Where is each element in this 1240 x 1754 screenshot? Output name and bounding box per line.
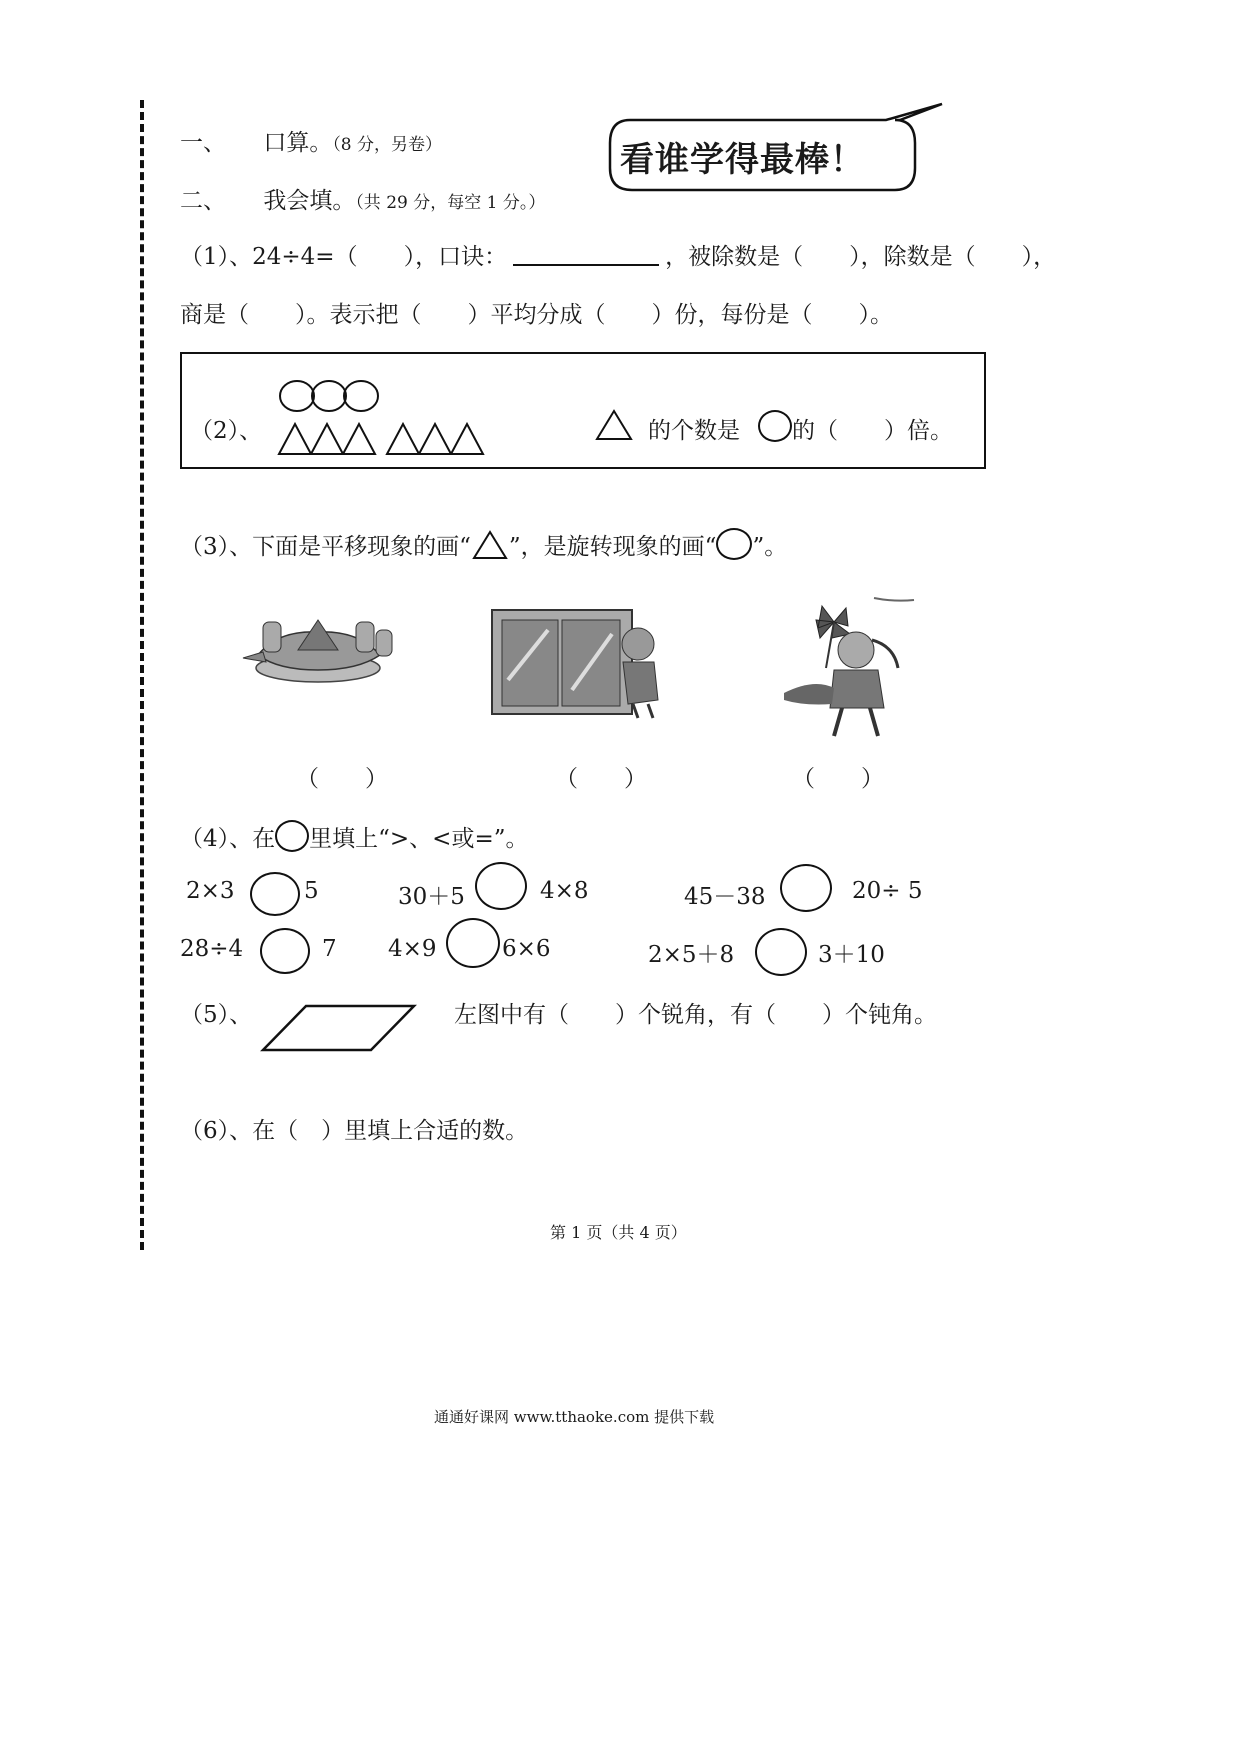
circle-icon — [758, 410, 792, 442]
circle-shape — [344, 381, 378, 411]
section1-note: （8 分，另卷） — [332, 135, 443, 155]
q1-text-a: （1）、24÷4=（ ），口诀： — [180, 244, 508, 270]
q2-circles — [280, 381, 378, 411]
compare-right: 4×8 — [540, 878, 589, 904]
q4-line — [180, 820, 528, 853]
q4-text-b: 里填上“>、<或=”。 — [309, 826, 529, 852]
compare-right: 3＋10 — [818, 942, 885, 968]
compare-circle[interactable] — [475, 862, 527, 910]
q3-text-a: （3）、下面是平移现象的画“ — [180, 534, 471, 560]
triangle-shape — [343, 424, 375, 454]
merry-go-round-picture — [238, 600, 403, 695]
compare-left: 45－38 — [684, 884, 766, 910]
compare-right: 20÷ 5 — [852, 878, 923, 904]
q5-label: （5）、 — [180, 1002, 253, 1028]
q1-line2: 商是（ ）。表示把（ ）平均分成（ ）份，每份是（ ）。 — [180, 302, 893, 328]
page-number: 第 1 页（共 4 页） — [550, 1223, 687, 1242]
q2-triangles — [279, 424, 483, 454]
compare-circle[interactable] — [755, 928, 807, 976]
compare-left: 4×9 — [388, 936, 437, 962]
compare-right: 5 — [304, 878, 319, 904]
compare-right: 7 — [322, 936, 337, 962]
pinwheel-girl-picture — [774, 588, 924, 743]
site-footer: 通通好课网 www.tthaoke.com 提供下载 — [434, 1408, 715, 1426]
q3-answer-2[interactable]: （ ） — [555, 766, 647, 792]
compare-circle[interactable] — [780, 864, 832, 912]
parallelogram-shape — [258, 1002, 420, 1054]
section1-num: 一、 — [180, 130, 226, 156]
section1-title: 口算。 — [263, 130, 333, 156]
binding-dashed-line — [140, 100, 144, 1250]
section1 — [180, 124, 442, 157]
q4-text-a: （4）、在 — [180, 826, 276, 852]
triangle-shape — [279, 424, 311, 454]
triangle-icon — [471, 530, 509, 558]
compare-left: 28÷4 — [180, 936, 244, 962]
compare-circle[interactable] — [446, 918, 500, 968]
q2-text-a: 的个数是 — [648, 418, 740, 444]
q1-line1 — [180, 238, 1056, 271]
compare-left: 2×5＋8 — [648, 942, 735, 968]
sliding-window-picture — [488, 600, 678, 720]
q1-text-b: ，被除数是（ ），除数是（ ）， — [665, 244, 1057, 270]
circle-shape — [312, 381, 346, 411]
q2-label: （2）、 — [190, 418, 263, 444]
compare-circle[interactable] — [260, 928, 310, 974]
section2-title: 我会填。 — [263, 188, 356, 214]
triangle-shape — [419, 424, 451, 454]
q6-text: （6）、在（ ）里填上合适的数。 — [180, 1118, 529, 1144]
triangle-shape — [311, 424, 343, 454]
badge-text: 看谁学得最棒！ — [620, 140, 865, 180]
q3-line — [180, 528, 787, 561]
mnemonic-blank[interactable] — [513, 264, 659, 266]
triangle-shape — [387, 424, 419, 454]
q5-text: 左图中有（ ）个锐角，有（ ）个钝角。 — [454, 1002, 937, 1028]
circle-shape — [280, 381, 314, 411]
q3-answer-1[interactable]: （ ） — [296, 766, 388, 792]
triangle-shape — [451, 424, 483, 454]
q3-text-c: ”。 — [752, 534, 788, 560]
compare-circle[interactable] — [250, 872, 300, 916]
compare-right: 6×6 — [502, 936, 551, 962]
q2-shapes — [272, 376, 497, 460]
triangle-icon — [594, 408, 634, 442]
section2-num: 二、 — [180, 188, 226, 214]
circle-icon — [716, 528, 752, 560]
q3-answer-3[interactable]: （ ） — [792, 766, 884, 792]
compare-left: 30＋5 — [398, 884, 465, 910]
q2-text-b: 的（ ）倍。 — [792, 418, 953, 444]
q3-text-b: ”，是旋转现象的画“ — [508, 534, 717, 560]
circle-icon — [275, 820, 309, 852]
compare-left: 2×3 — [186, 878, 235, 904]
section2 — [180, 182, 545, 215]
section2-note: （共 29 分，每空 1 分。） — [355, 193, 546, 213]
